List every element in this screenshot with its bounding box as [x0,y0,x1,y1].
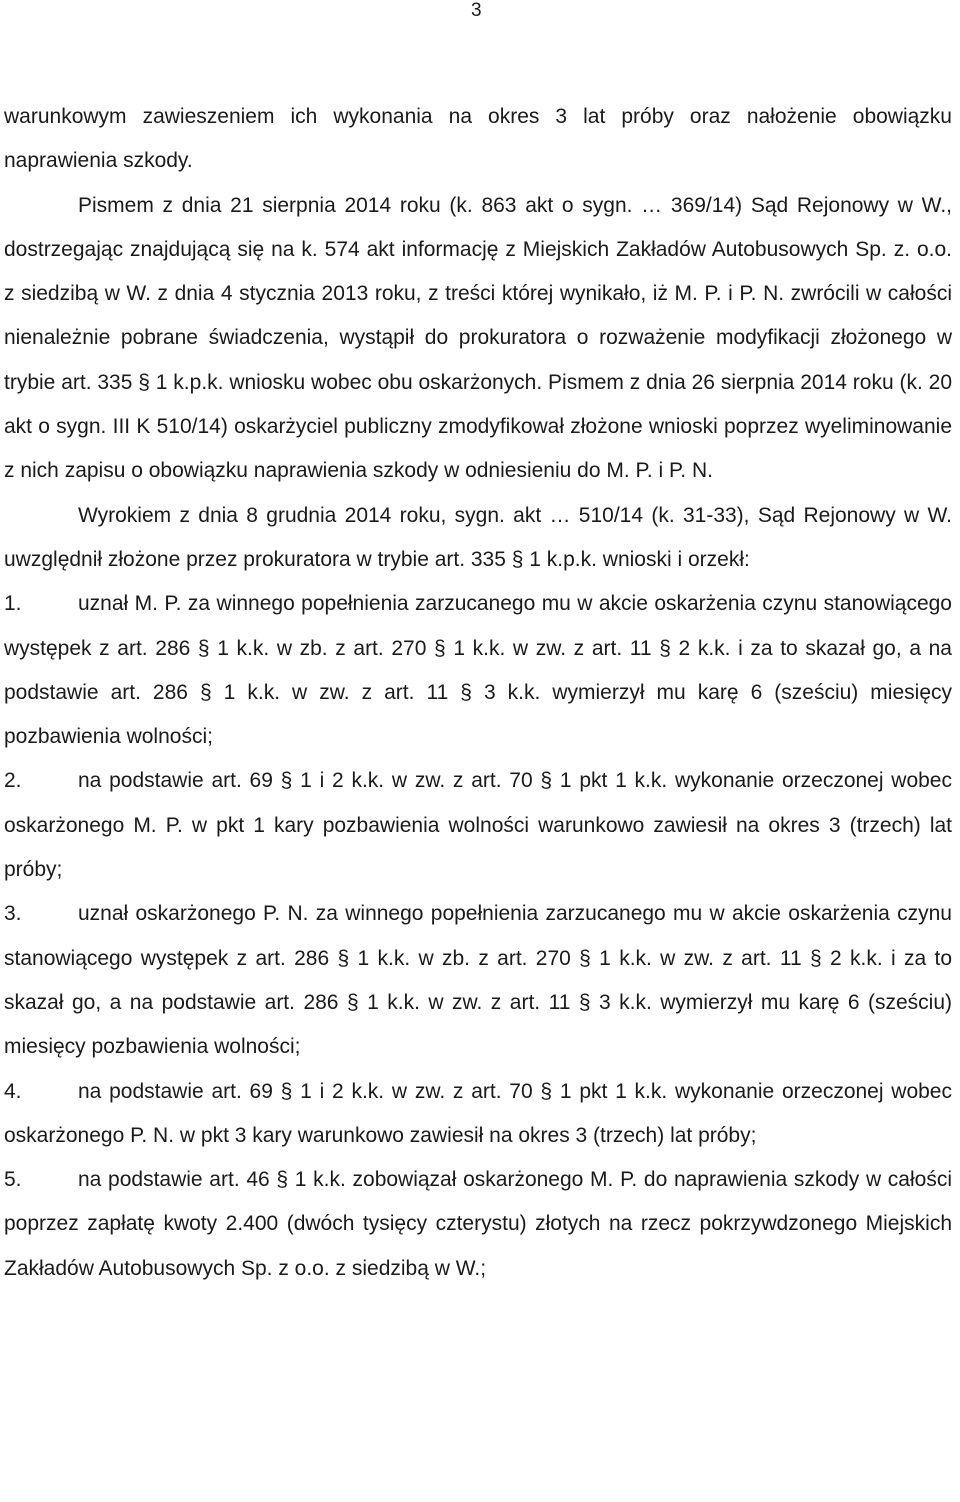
list-item-number: 5. [4,1168,22,1192]
page-number: 3 [471,0,482,21]
list-item-text: na podstawie art. 46 § 1 k.k. zobowiązał oskarżonego M. P. do naprawienia szkody w całości poprzez zapłatę kwoty 2.400 (dwóch tysięcy czterystu) złotych na rzecz pokrzywdzonego Miejskich Zakładów Autobusowych Sp. z o.o. z siedzibą w W.; [4,1168,952,1280]
list-item [4,1158,952,1291]
paragraph-continuation: warunkowym zawieszeniem ich wykonania na okres 3 lat próby oraz nałożenie obowiązku naprawienia szkody. [4,105,952,173]
list-item-text: uznał M. P. za winnego popełnienia zarzucanego mu w akcie oskarżenia czynu stanowiącego występek z art. 286 § 1 k.k. w zb. z art. 270 § 1 k.k. w zw. z art. 11 § 2 k.k. i za to skazał go, a na podstawie art. 286 § 1 k.k. w zw. z art. 11 § 3 k.k. wymierzył mu karę 6 (sześciu) miesięcy pozbawienia wolności; [4,592,952,749]
list-item-text: uznał oskarżonego P. N. za winnego popełnienia zarzucanego mu w akcie oskarżenia czynu stanowiącego występek z art. 286 § 1 k.k. w zb. z art. 270 § 1 k.k. w zw. z art. 11 § 2 k.k. i za to skazał go, a na podstawie art. 286 § 1 k.k. w zw. z art. 11 § 3 k.k. wymierzył mu karę 6 (sześciu) miesięcy pozbawienia wolności; [4,902,952,1059]
list-item-number: 3. [4,902,22,926]
ruling-list [4,582,952,1291]
list-item-number: 1. [4,592,22,616]
list-item-text: na podstawie art. 69 § 1 i 2 k.k. w zw. z art. 70 § 1 pkt 1 k.k. wykonanie orzeczonej wobec oskarżonego P. N. w pkt 3 kary warunkowo zawiesił na okres 3 (trzech) lat próby; [4,1079,952,1147]
list-item [4,892,952,1069]
document-body [4,95,952,1291]
list-item [4,582,952,759]
list-item [4,1070,952,1159]
list-item-number: 4. [4,1079,22,1103]
list-item-number: 2. [4,769,22,793]
list-item-text: na podstawie art. 69 § 1 i 2 k.k. w zw. z art. 70 § 1 pkt 1 k.k. wykonanie orzeczonej wobec oskarżonego M. P. w pkt 1 kary pozbawienia wolności warunkowo zawiesił na okres 3 (trzech) lat próby; [4,769,952,882]
paragraph-judgment-intro: Wyrokiem z dnia 8 grudnia 2014 roku, sygn. akt … 510/14 (k. 31-33), Sąd Rejonowy w W. uwzględnił złożone przez prokuratora w trybie art. 335 § 1 k.p.k. wnioski i orzekł: [4,503,952,571]
paragraph-letter-motion: Pismem z dnia 21 sierpnia 2014 roku (k. 863 akt o sygn. … 369/14) Sąd Rejonowy w W., dostrzegając znajdującą się na k. 574 akt informację z Miejskich Zakładów Autobusowych Sp. z. o.o. z siedzibą w W. z dnia 4 stycznia 2013 roku, z treści której wynikało, iż M. P. i P. N. zwrócili w całości nienależnie pobrane świadczenia, wystąpił do prokuratora o rozważenie modyfikacji złożonego w trybie art. 335 § 1 k.p.k. wniosku wobec obu oskarżonych. Pismem z dnia 26 sierpnia 2014 roku (k. 20 akt o sygn. III K 510/14) oskarżyciel publiczny zmodyfikował złożone wnioski poprzez wyeliminowanie z nich zapisu o obowiązku naprawienia szkody w odniesieniu do M. P. i P. N. [4,193,952,483]
list-item [4,759,952,892]
